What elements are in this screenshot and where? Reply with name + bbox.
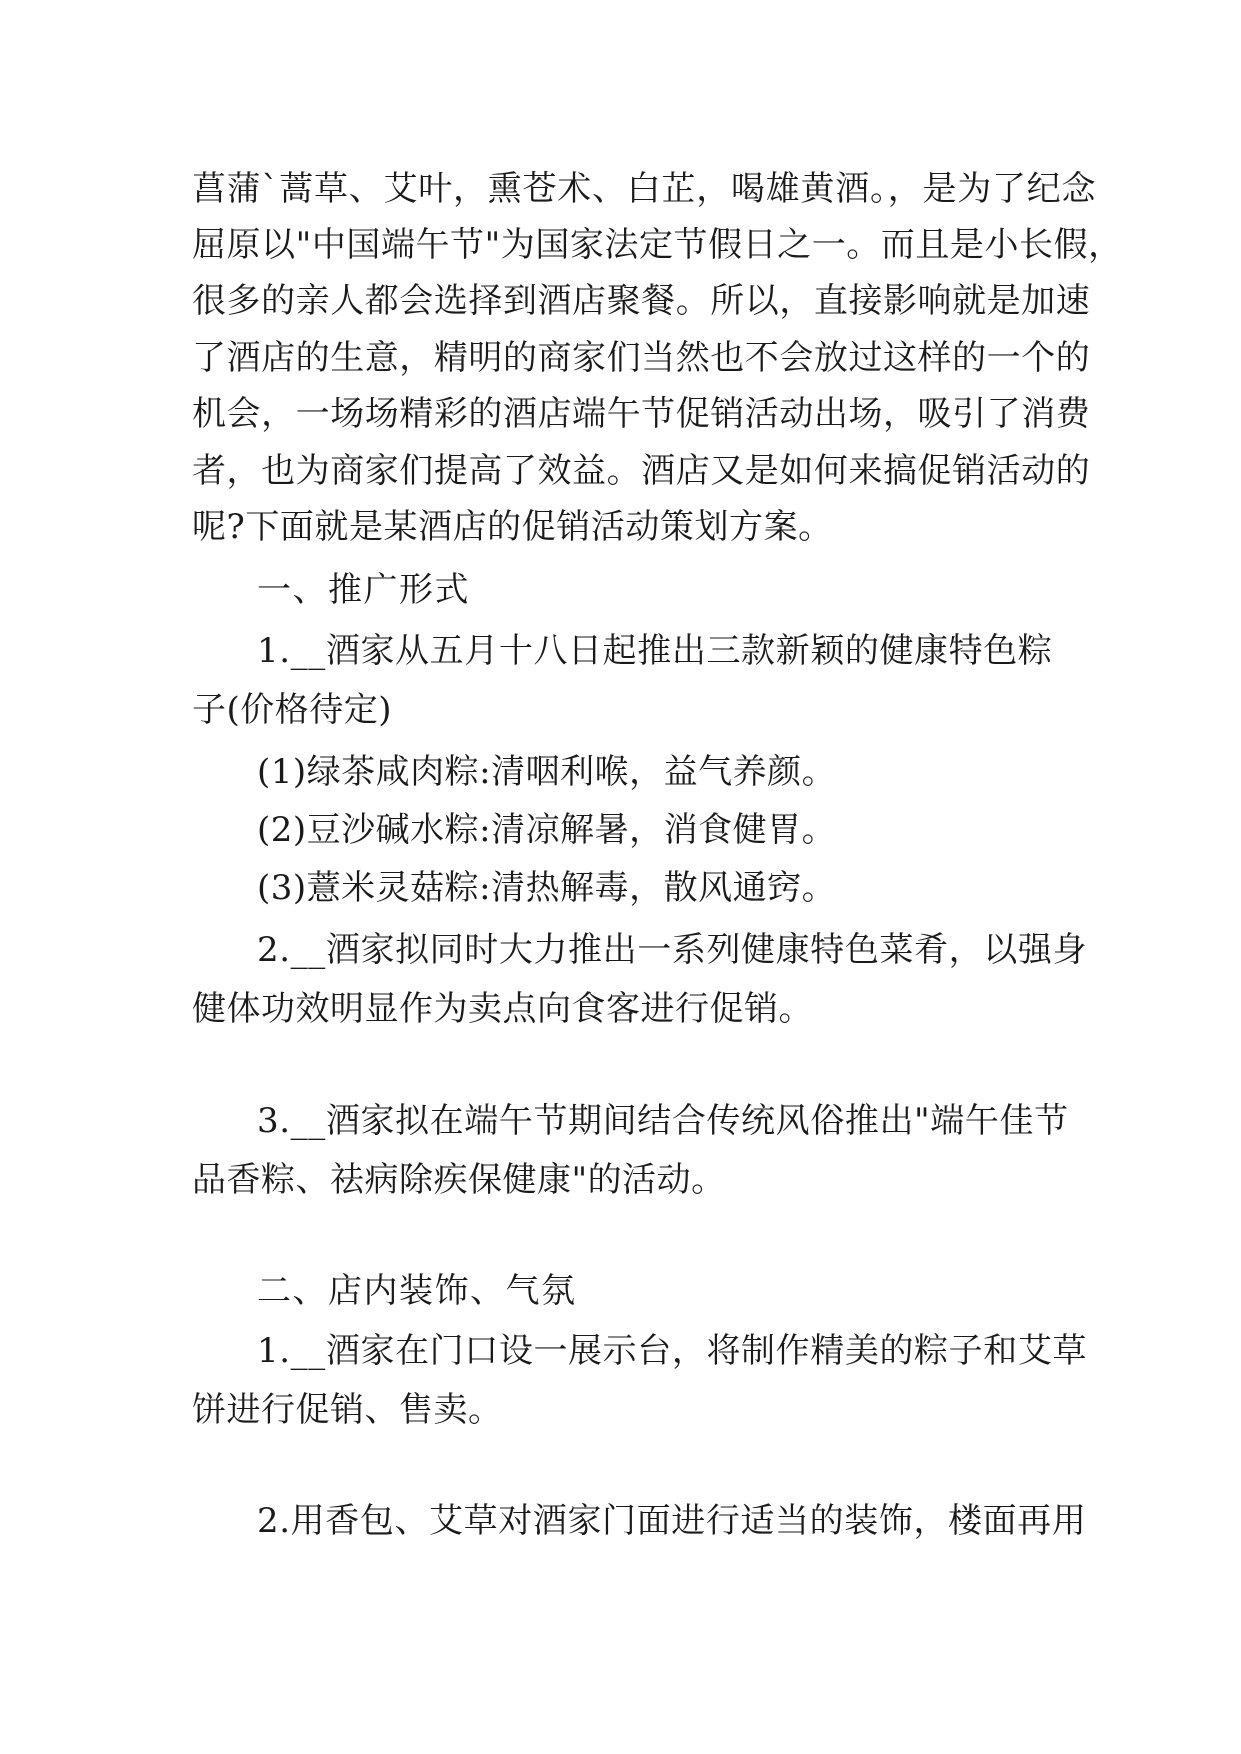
sub-list-item: (3)薏米灵菇粽:清热解毒，散风通窍。 bbox=[257, 868, 837, 908]
list-item-line: 品香粽、祛病除疾保健康"的活动。 bbox=[192, 1160, 726, 1200]
paragraph-line: 呢?下面就是某酒店的促销活动策划方案。 bbox=[192, 507, 833, 547]
section-heading: 一、推广形式 bbox=[257, 570, 470, 610]
paragraph-line: 菖蒲`蒿草、艾叶，熏苍术、白芷，喝雄黄酒。，是为了纪念 bbox=[192, 169, 1097, 209]
list-item-line: 1.__酒家从五月十八日起推出三款新颖的健康特色粽 bbox=[257, 631, 1053, 671]
list-item-line: 健体功效明显作为卖点向食客进行促销。 bbox=[192, 989, 813, 1029]
paragraph-line: 机会，一场场精彩的酒店端午节促销活动出场，吸引了消费 bbox=[192, 394, 1091, 434]
sub-list-item: (2)豆沙碱水粽:清凉解暑，消食健胃。 bbox=[257, 810, 837, 850]
paragraph-line: 屈原以"中国端午节"为国家法定节假日之一。而且是小长假， bbox=[192, 225, 1123, 265]
section-heading: 二、店内装饰、气氛 bbox=[257, 1271, 577, 1311]
list-item-line: 2.__酒家拟同时大力推出一系列健康特色菜肴，以强身 bbox=[257, 930, 1088, 970]
paragraph-line: 了酒店的生意，精明的商家们当然也不会放过这样的一个的 bbox=[192, 338, 1091, 378]
list-item-line: 饼进行促销、售卖。 bbox=[192, 1390, 503, 1430]
paragraph-line: 者，也为商家们提高了效益。酒店又是如何来搞促销活动的 bbox=[192, 451, 1091, 491]
paragraph-line: 很多的亲人都会选择到酒店聚餐。所以，直接影响就是加速 bbox=[192, 281, 1091, 321]
list-item-line: 1.__酒家在门口设一展示台，将制作精美的粽子和艾草 bbox=[257, 1331, 1088, 1371]
list-item-line: 3.__酒家拟在端午节期间结合传统风俗推出"端午佳节 bbox=[257, 1101, 1069, 1141]
list-item-line: 2.用香包、艾草对酒家门面进行适当的装饰，楼面再用 bbox=[257, 1501, 1087, 1541]
sub-list-item: (1)绿茶咸肉粽:清咽利喉，益气养颜。 bbox=[257, 752, 837, 792]
list-item-line: 子(价格待定) bbox=[192, 690, 393, 730]
